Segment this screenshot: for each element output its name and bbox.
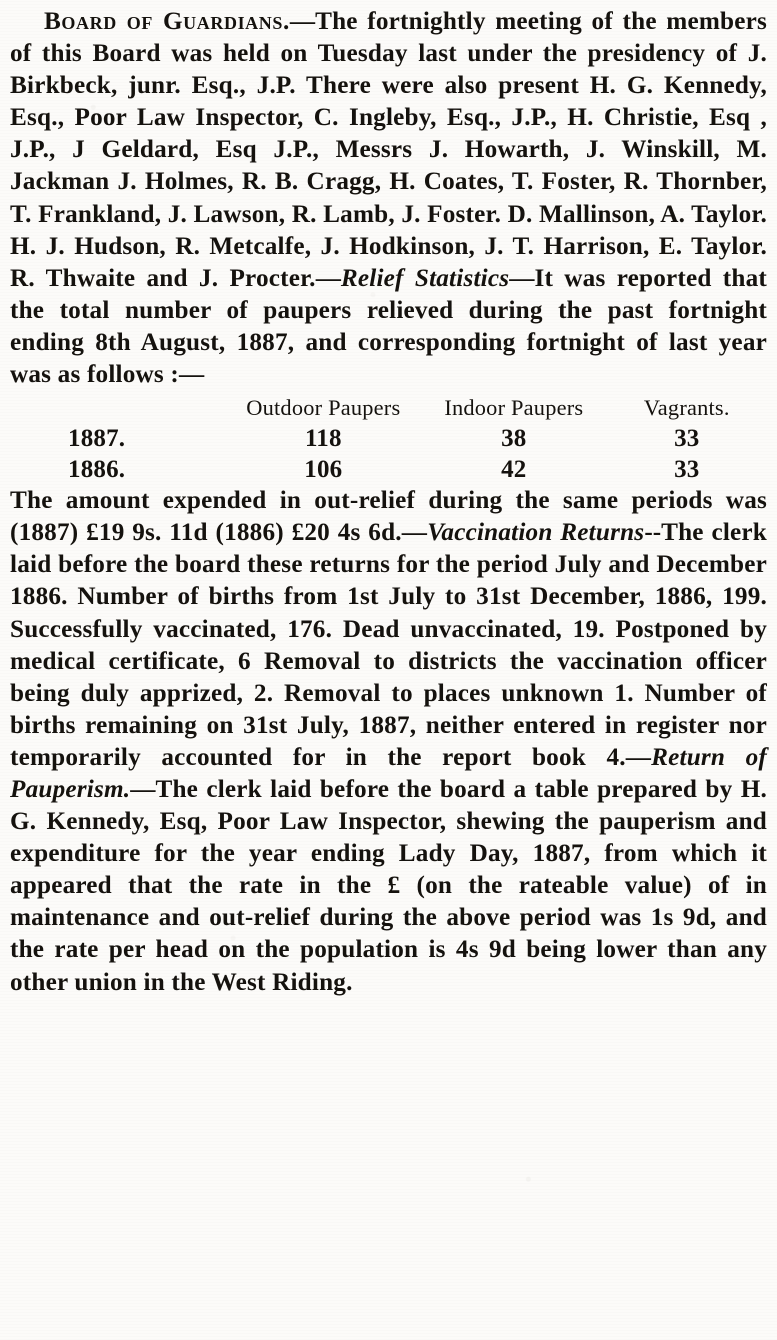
subhead-return-of-pauperism: Return of Pauperism. (10, 743, 767, 803)
article-paragraph-1 (10, 6, 767, 391)
subhead-1-dash-after: — (509, 264, 535, 292)
row-year: 1887. (68, 425, 126, 453)
subhead-2-dash-after: -- (644, 519, 662, 547)
row-vagrants: 33 (674, 456, 700, 484)
paragraph-4-text: The clerk laid before the board a table prepared by H. G. Kennedy, Esq, Poor Law Inspector, shewing the pauperism and expenditure for the year ending Lady Day, 1887, from which it appeared that the rate in the £ (on the rateable value) of in maintenance and out-relief during the above period was 1s 9d, and the rate per head on the population is 4s 9d being lower than any other union in the West Riding. (10, 775, 767, 996)
headline-dash: — (289, 8, 316, 35)
row-vagrants: 33 (674, 425, 700, 453)
table-row (10, 423, 767, 454)
article-body (10, 6, 767, 999)
subhead-1-dash-before: — (315, 264, 341, 292)
column-header-vagrants: Vagrants. (643, 395, 730, 421)
row-outdoor: 118 (304, 425, 342, 453)
paragraph-1-text-a: The fortnightly meeting of the members of this Board was held on Tuesday last under the presidency of J. Birkbeck, junr. Esq., J.P. There were also present H. G. Kennedy, Esq., Poor Law Inspector, C. Ingleby, Esq., J.P., H. Christie, Esq , J.P., J Geldard, Esq J.P., Messrs J. Howarth, J. Winskill, M. Jackman J. Holmes, R. B. Cragg, H. Coates, T. Foster, R. Thornber, T. Frankland, J. Lawson, R. Lamb, J. Foster. D. Mallinson, A. Taylor. H. J. Hudson, R. Metcalfe, J. Hodkinson, J. T. Harrison, E. Taylor. R. Thwaite and J. Procter. (10, 8, 768, 292)
article-paragraph-2 (10, 485, 767, 999)
row-indoor: 38 (501, 425, 527, 453)
subhead-3-dash-after: — (130, 775, 156, 803)
relief-statistics-table (10, 393, 767, 485)
subhead-vaccination-returns: Vaccination Returns (427, 519, 645, 547)
article-headline: Board of Guardians. (44, 8, 290, 35)
subhead-relief-statistics: Relief Statistics (340, 264, 510, 292)
column-header-blank (10, 393, 226, 423)
paragraph-3-text: The clerk laid before the board these returns for the period July and December 1886. Number of births from 1st July to 31st December, 1886, 199. Successfully vaccinated, 176. Dead unvaccinated, 19. Postponed by medical certificate, 6 Removal to districts the vaccination officer being duly apprized, 2. Removal to places unknown 1. Number of births remaining on 31st July, 1887, neither entered in register nor temporarily accounted for in the report book 4.— (10, 519, 767, 771)
row-year: 1886. (68, 456, 126, 484)
paragraph-1-text-b: It was reported that the total number of paupers relieved during the past fortnight ending 8th August, 1887, and corresponding fortnight of last year was as follows :— (10, 264, 767, 389)
column-header-outdoor-paupers: Outdoor Paupers (246, 395, 401, 421)
table-row (10, 454, 767, 485)
table-header-row (10, 393, 767, 423)
row-outdoor: 106 (304, 456, 343, 484)
column-header-indoor-paupers: Indoor Paupers (444, 395, 584, 421)
paragraph-2-text: The amount expended in out-relief during the same periods was (1887) £19 9s. 11d (1886) £20 4s 6d.— (10, 487, 767, 547)
row-indoor: 42 (501, 456, 527, 484)
